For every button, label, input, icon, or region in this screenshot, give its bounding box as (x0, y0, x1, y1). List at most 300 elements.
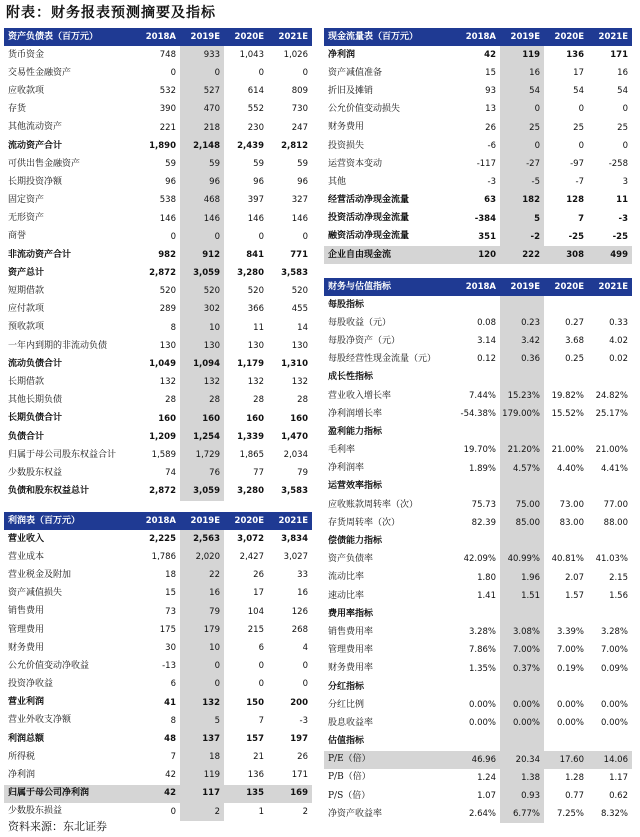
table-cell: 390 (159, 104, 176, 115)
table-cell: 19.82% (551, 390, 584, 401)
table-cell: 16 (180, 585, 224, 603)
table-cell: 499 (588, 246, 632, 264)
table-cell: 132 (159, 377, 176, 388)
table-cell: 25.17% (595, 408, 628, 419)
table-cell: 7.86% (468, 645, 496, 656)
table-cell: 982 (158, 249, 176, 260)
table-cell: 179 (180, 621, 224, 639)
table-cell: 48 (164, 733, 176, 744)
table-cell (500, 423, 544, 441)
column-header: 2020E (544, 278, 588, 296)
row-label: 预收款项 (8, 322, 45, 333)
table-cell: 175 (159, 624, 176, 635)
table-cell: 470 (180, 101, 224, 119)
table-cell: -7 (575, 177, 584, 188)
table-cell: 2,563 (180, 530, 224, 548)
column-header: 2019E (500, 278, 544, 296)
table-cell: 85.00 (500, 514, 544, 532)
table-cell (588, 369, 632, 387)
table-cell: 41.03% (595, 554, 628, 565)
table-cell: 614 (247, 86, 264, 97)
table-cell: 1,865 (239, 449, 264, 460)
table-cell: 59 (297, 158, 308, 169)
table-cell: 15.23% (500, 387, 544, 405)
table-cell: 0.77 (565, 790, 584, 801)
table-cell: -13 (162, 661, 176, 672)
table-cell (544, 369, 588, 387)
section-label: 运营效率指标 (328, 481, 383, 492)
row-label: 负债合计 (8, 431, 45, 442)
table-cell: 3 (622, 177, 628, 188)
table-cell: 21.00% (551, 445, 584, 456)
table-cell: 200 (290, 697, 308, 708)
row-label: 净利润 (328, 49, 356, 60)
table-cell: 0.00% (556, 699, 584, 710)
table-cell (588, 423, 632, 441)
table-cell (500, 296, 544, 314)
column-header: 2020E (544, 28, 588, 46)
table-cell: 1,026 (283, 49, 308, 60)
table-cell: 79 (297, 468, 308, 479)
table-cell: 16 (297, 588, 308, 599)
row-label: 可供出售金融资产 (8, 158, 81, 169)
table-cell: 63 (484, 195, 496, 206)
table-cell: -6 (487, 140, 496, 151)
table-cell: 74 (165, 468, 176, 479)
table-cell: 8 (170, 715, 176, 726)
source-note: 资料来源：东北证券 (8, 820, 107, 833)
table-cell: 179.00% (500, 405, 544, 423)
table-cell: -384 (474, 213, 496, 224)
table-cell: 351 (478, 231, 496, 242)
table-cell: 538 (159, 195, 176, 206)
row-label: 流动比率 (328, 572, 365, 583)
table-cell: 54 (500, 82, 544, 100)
table-cell (500, 678, 544, 696)
table-cell: 2.07 (565, 572, 584, 583)
table-cell: 40.99% (500, 551, 544, 569)
table-cell: -3 (299, 715, 308, 726)
table-cell (588, 478, 632, 496)
page-title: 附表：财务报表预测摘要及指标 (6, 5, 216, 21)
section-label: 成长性指标 (328, 372, 374, 383)
table-cell: 0.23 (500, 314, 544, 332)
row-label: 速动比率 (328, 590, 365, 601)
table-cell: 3,834 (281, 533, 308, 544)
table-cell: 1.28 (565, 772, 584, 783)
table-cell: 73.00 (559, 499, 584, 510)
table-cell: 0 (170, 68, 176, 79)
table-cell: 10 (180, 639, 224, 657)
table-cell: 96 (253, 177, 264, 188)
row-label: 流动负债合计 (8, 358, 63, 369)
table-cell: 308 (544, 246, 588, 264)
table-cell: 1,254 (180, 428, 224, 446)
table-cell: 3,072 (237, 533, 264, 544)
row-label: 存货 (8, 104, 27, 115)
table-cell: 0.08 (477, 318, 496, 329)
table-cell: 28 (253, 395, 264, 406)
table-cell (456, 369, 500, 387)
table-cell: 6.77% (500, 805, 544, 823)
row-label: 融资活动净现金流量 (328, 231, 410, 242)
row-label: P/E（倍） (324, 751, 456, 769)
table-cell (456, 605, 500, 623)
table-cell: 130 (291, 340, 308, 351)
table-cell: 17 (573, 68, 584, 79)
table-cell: 1.38 (500, 769, 544, 787)
column-header: 2018A (456, 28, 500, 46)
table-cell: 0 (500, 137, 544, 155)
table-cell: 13 (485, 104, 496, 115)
table-cell: 3.39% (556, 627, 584, 638)
table-cell: 0 (180, 676, 224, 694)
table-cell: 0.00% (468, 718, 496, 729)
table-cell: 1,339 (237, 431, 264, 442)
table-cell: 28 (180, 392, 224, 410)
table-cell (588, 605, 632, 623)
table-cell: 0 (500, 101, 544, 119)
table-cell: 16 (617, 68, 628, 79)
table-cell: 2,148 (180, 137, 224, 155)
table-cell: 3,280 (237, 268, 264, 279)
section-label: 盈利能力指标 (328, 426, 383, 437)
table-cell: 455 (291, 304, 308, 315)
row-label: 应付款项 (8, 304, 45, 315)
table-cell: 1.07 (477, 790, 496, 801)
table-cell: 130 (247, 340, 264, 351)
row-label: 应收账款周转率（次） (328, 499, 419, 510)
table-cell: 0 (258, 679, 264, 690)
table-cell: 7.00% (500, 642, 544, 660)
table-cell: 0.37% (500, 660, 544, 678)
table-cell: 1,470 (281, 431, 308, 442)
row-label: 净利润增长率 (328, 408, 383, 419)
table-cell: 222 (500, 246, 544, 264)
table-cell: 2,812 (281, 140, 308, 151)
table-cell: 33 (297, 570, 308, 581)
table-cell: 0 (258, 231, 264, 242)
table-cell: 20.34 (500, 751, 544, 769)
table-cell: 135 (224, 785, 268, 803)
table-cell: 16 (500, 64, 544, 82)
row-label: 财务费用率 (328, 663, 374, 674)
table-cell: -3 (487, 177, 496, 188)
row-label: 每股收益（元） (328, 317, 392, 328)
row-label: 商誉 (8, 231, 27, 242)
table-cell: 1,043 (239, 49, 264, 60)
row-label: 投资活动净现金流量 (328, 213, 410, 224)
table-cell: 4.02 (609, 336, 628, 347)
table-cell: 96 (297, 177, 308, 188)
table-cell: 0 (622, 140, 628, 151)
row-label: P/B（倍） (328, 772, 371, 783)
table-cell: 0 (302, 68, 308, 79)
row-label: 所得税 (8, 751, 36, 762)
table-cell: 54 (573, 86, 584, 97)
table-cell: 4.41% (600, 463, 628, 474)
row-label: 归属于母公司净利润 (4, 785, 136, 803)
column-header: 2021E (588, 28, 632, 46)
table-cell: 76 (180, 464, 224, 482)
table-cell: 171 (610, 49, 628, 60)
table-cell: 0.00% (500, 714, 544, 732)
table-cell: 221 (159, 122, 176, 133)
table-cell: 7 (258, 715, 264, 726)
row-label: P/S（倍） (328, 790, 371, 801)
table-cell: 75.00 (500, 496, 544, 514)
table-cell: 19.70% (463, 445, 496, 456)
table-cell: 25 (573, 122, 584, 133)
table-cell: 146 (159, 213, 176, 224)
table-cell: 0.19% (556, 663, 584, 674)
column-header: 2018A (136, 512, 180, 530)
section-label: 分红指标 (328, 681, 365, 692)
table-cell: 2,439 (237, 140, 264, 151)
table-cell: 41 (164, 697, 176, 708)
table-cell (544, 478, 588, 496)
table-cell: 0 (180, 64, 224, 82)
table-cell: 552 (247, 104, 264, 115)
table-cell: 88.00 (603, 518, 628, 529)
table-cell: 28 (165, 395, 176, 406)
table-cell: 268 (291, 624, 308, 635)
table-cell: 520 (159, 286, 176, 297)
table-cell: 7 (578, 213, 584, 224)
table-cell: 771 (290, 249, 308, 260)
table-cell: 520 (180, 282, 224, 300)
table-cell: 0.00% (556, 718, 584, 729)
row-label: 应收款项 (8, 85, 45, 96)
table-cell: -117 (476, 158, 496, 169)
table-cell: 42.09% (463, 554, 496, 565)
table-cell: 4.40% (556, 463, 584, 474)
table-cell: 2 (180, 803, 224, 821)
column-header: 2019E (180, 28, 224, 46)
table-cell: 104 (247, 606, 264, 617)
table-cell: 3.68 (565, 336, 584, 347)
table-cell: 933 (180, 46, 224, 64)
table-cell: 0.12 (477, 354, 496, 365)
table-cell: 1,729 (180, 446, 224, 464)
table-cell: 15 (165, 588, 176, 599)
table-cell: -27 (500, 155, 544, 173)
row-label: 营业外收支净额 (8, 715, 72, 726)
table-cell: 119 (500, 46, 544, 64)
table-cell: 8.32% (600, 809, 628, 820)
table-cell: 7.25% (556, 809, 584, 820)
table-cell: 21.00% (595, 445, 628, 456)
table-cell: 136 (566, 49, 584, 60)
table-cell: 4 (302, 642, 308, 653)
table-cell: 130 (159, 340, 176, 351)
row-label: 资产减值准备 (328, 67, 383, 78)
table-cell: 26 (297, 752, 308, 763)
section-label: 估值指标 (328, 736, 365, 747)
column-header: 2018A (136, 28, 180, 46)
table-cell (456, 423, 500, 441)
table-cell: 73 (165, 606, 176, 617)
table-cell: 0.93 (500, 787, 544, 805)
row-label: 长期借款 (8, 376, 45, 387)
table-cell: 160 (180, 410, 224, 428)
section-label: 每股指标 (328, 299, 365, 310)
table-cell: 77.00 (603, 499, 628, 510)
row-label: 管理费用 (8, 624, 45, 635)
table-cell: 2,034 (283, 449, 308, 460)
section-label: 偿债能力指标 (328, 536, 383, 547)
table-cell: 1.80 (477, 572, 496, 583)
table-cell: 0 (302, 231, 308, 242)
table-cell: 0 (578, 140, 584, 151)
table-cell (500, 532, 544, 550)
row-label: 财务费用 (8, 642, 45, 653)
row-label: 财务费用 (328, 122, 365, 133)
row-label: 交易性金融资产 (8, 67, 72, 78)
table-cell: 0 (302, 661, 308, 672)
table-cell: 527 (180, 82, 224, 100)
table-cell: 2.64% (468, 809, 496, 820)
table-cell (544, 296, 588, 314)
table-cell: 25 (500, 119, 544, 137)
table-cell: 2,872 (149, 268, 176, 279)
table-cell: 119 (180, 766, 224, 784)
row-label: 非流动资产合计 (8, 249, 72, 260)
row-label: 营业利润 (8, 697, 45, 708)
table-cell: 14 (297, 322, 308, 333)
table-cell: 17.60 (544, 751, 588, 769)
table-cell: 2,020 (180, 548, 224, 566)
table-cell: 0.36 (500, 351, 544, 369)
column-header: 2020E (224, 28, 268, 46)
table-title: 财务与估值指标 (324, 278, 456, 296)
table-cell: 1.56 (609, 590, 628, 601)
table-cell (544, 733, 588, 751)
table-cell: 1,179 (237, 359, 264, 370)
table-cell: 5 (180, 712, 224, 730)
table-cell: 0.00% (500, 696, 544, 714)
table-cell: 182 (500, 192, 544, 210)
table-cell: 132 (247, 377, 264, 388)
table-cell (544, 532, 588, 550)
table-cell: 79 (180, 603, 224, 621)
table-cell: 25 (617, 122, 628, 133)
table-cell: 748 (159, 49, 176, 60)
table-cell: 82.39 (471, 518, 496, 529)
table-cell: 3,059 (180, 483, 224, 501)
row-label: 利润总额 (8, 733, 45, 744)
table-cell: 4.57% (500, 460, 544, 478)
table-cell: 11 (253, 322, 264, 333)
row-label: 销售费用率 (328, 626, 374, 637)
table-cell: 1,310 (281, 359, 308, 370)
table-cell: 7.00% (556, 645, 584, 656)
table-cell: 1,589 (151, 449, 176, 460)
table-cell: 1.24 (477, 772, 496, 783)
row-label: 货币资金 (8, 49, 45, 60)
table-cell: 841 (246, 249, 264, 260)
table-cell: 17 (253, 588, 264, 599)
table-cell: 0 (170, 806, 176, 817)
table-cell: -258 (608, 158, 628, 169)
table-cell: 1.96 (500, 569, 544, 587)
table-cell: 146 (291, 213, 308, 224)
table-cell: 215 (247, 624, 264, 635)
table-cell: 0.33 (609, 318, 628, 329)
column-header: 2021E (268, 512, 312, 530)
table-cell: 730 (291, 104, 308, 115)
table-cell: 1,094 (180, 355, 224, 373)
table-cell (588, 296, 632, 314)
table-cell: 18 (180, 748, 224, 766)
table-cell: 1,786 (151, 552, 176, 563)
table-cell: 137 (180, 730, 224, 748)
table-cell: 169 (268, 785, 312, 803)
row-label: 企业自由现金流 (324, 246, 456, 264)
table-cell: 15 (485, 68, 496, 79)
table-cell: 75.73 (471, 499, 496, 510)
row-label: 投资损失 (328, 140, 365, 151)
table-cell: 3.08% (500, 623, 544, 641)
table-cell: 2.15 (609, 572, 628, 583)
table-cell: 302 (180, 301, 224, 319)
row-label: 少数股东权益 (8, 467, 63, 478)
table-cell: 809 (291, 86, 308, 97)
column-header: 2021E (588, 278, 632, 296)
table-cell: 197 (290, 733, 308, 744)
table-cell: 0 (170, 231, 176, 242)
table-cell: 0 (180, 228, 224, 246)
table-cell: 3,583 (281, 268, 308, 279)
table-cell: 1,209 (149, 431, 176, 442)
table-cell: 59 (180, 155, 224, 173)
table-cell: 0.02 (609, 354, 628, 365)
table-cell: 1,890 (149, 140, 176, 151)
table-cell: 3,027 (283, 552, 308, 563)
table-cell: 146 (247, 213, 264, 224)
table-cell: 83.00 (559, 518, 584, 529)
row-label: 资产减值损失 (8, 588, 63, 599)
table-cell: 1.51 (500, 587, 544, 605)
table-cell: 42 (165, 770, 176, 781)
table-title: 现金流量表（百万元） (324, 28, 456, 46)
table-cell: 0.00% (600, 718, 628, 729)
table-cell: 468 (180, 192, 224, 210)
table-cell (456, 678, 500, 696)
row-label: 净资产收益率 (328, 808, 383, 819)
table-title: 资产负债表（百万元） (4, 28, 136, 46)
table-cell: 5 (500, 210, 544, 228)
row-label: 每股净资产（元） (328, 335, 401, 346)
table-cell: 520 (291, 286, 308, 297)
table-cell: 46.96 (456, 751, 500, 769)
table-cell: -3 (618, 213, 628, 224)
table-cell: 0 (180, 657, 224, 675)
table-cell: 1.35% (468, 663, 496, 674)
row-label: 归属于母公司股东权益合计 (8, 449, 117, 460)
table-cell: 289 (159, 304, 176, 315)
table-cell: -5 (500, 173, 544, 191)
table-cell: 0.25 (565, 354, 584, 365)
table-cell: 3.28% (600, 627, 628, 638)
table-cell: 0 (302, 679, 308, 690)
row-label: 公允价值变动净收益 (8, 660, 90, 671)
table-cell: 0 (622, 104, 628, 115)
table-cell (500, 605, 544, 623)
table-cell (544, 678, 588, 696)
table-cell: 366 (247, 304, 264, 315)
table-cell: 0 (258, 68, 264, 79)
